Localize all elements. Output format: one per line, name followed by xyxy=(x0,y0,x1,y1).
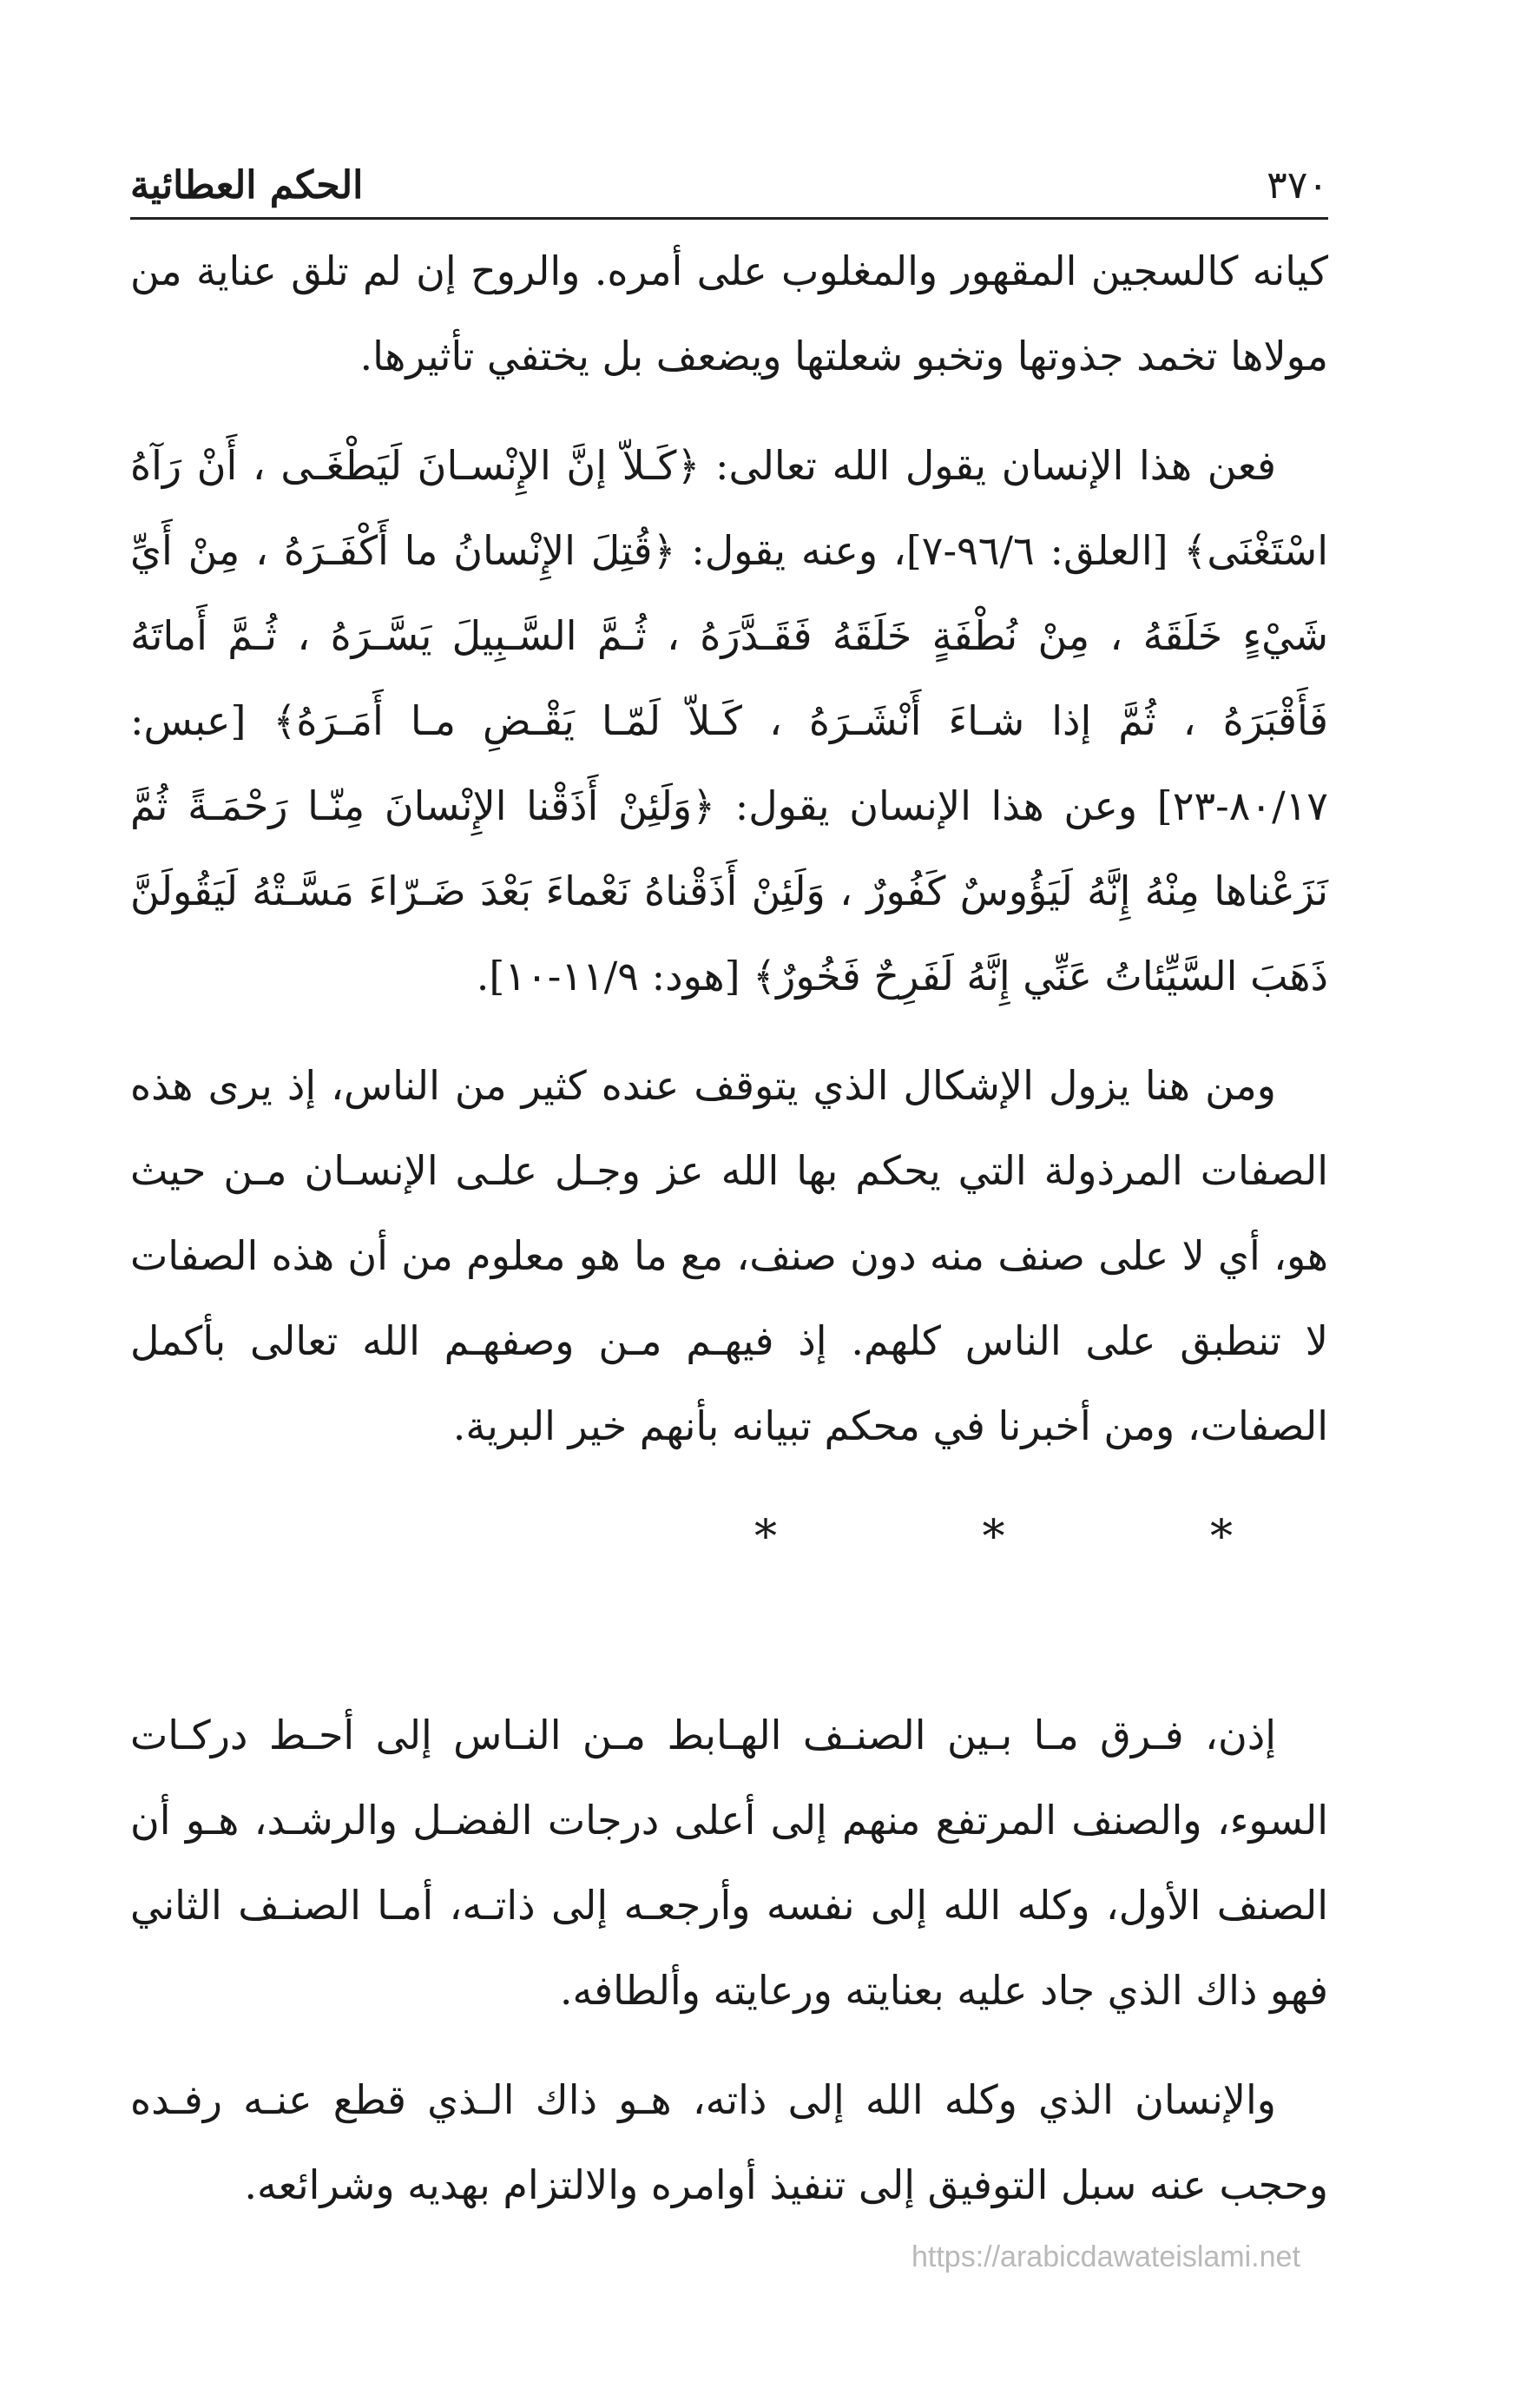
page-header xyxy=(130,156,1328,220)
watermark-url: https://arabicdawateislami.net xyxy=(911,2240,1300,2273)
paragraph-3: ومن هنا يزول الإشكال الذي يتوقف عنده كثير من الناس، إذ يرى هذه الصفات المرذولة التي يحكم بها الله عز وجـل علـى الإنسـان مـن حيث هو، أي لا على صنف منه دون صنف، مع ما هو معلوم من أن هذه الصفات لا تنطبق على الناس كلهم. إذ فيهـم مـن وصفهـم الله تعالى بأكمل الصفات، ومن أخبرنا في محكم تبيانه بأنهم خير البرية. xyxy=(130,1062,1328,1449)
paragraph-1: كيانه كالسجين المقهور والمغلوب على أمره. والروح إن لم تلق عناية من مولاها تخمد جذوتها وتخبو شعلتها ويضعف بل يختفي تأثيرها. xyxy=(130,247,1328,379)
page-number: ٣٧٠ xyxy=(1267,163,1328,208)
running-title: الحكم العطائية xyxy=(130,163,364,208)
paragraph-2: فعن هذا الإنسان يقول الله تعالى: ﴿كَـلاّ إنَّ الإِنْسـانَ لَيَطْغَـى ، أَنْ رَآهُ اسْتَغْنَى﴾ [العلق: ٩٦/٦-٧]، وعنه يقول: ﴿قُتِلَ الإِنْسانُ ما أَكْفَـرَهُ ، مِنْ أَيِّ شَيْءٍ خَلَقَهُ ، مِنْ نُطْفَةٍ خَلَقَهُ فَقَـدَّرَهُ ، ثُـمَّ السَّـبِيلَ يَسَّـرَهُ ، ثُـمَّ أَماتَهُ فَأَقْبَرَهُ ، ثُمَّ إذا شـاءَ أَنْشَـرَهُ ، كَـلاّ لَمّـا يَقْـضِ مـا أَمَـرَهُ﴾ [عبس: ٨٠/١٧-٢٣] وعن هذا الإنسان يقول: ﴿وَلَئِنْ أَذَقْنا الإِنْسانَ مِنّـا رَحْمَـةً ثُمَّ نَزَعْناها مِنْهُ إِنَّهُ لَيَؤُوسٌ كَفُورٌ ، وَلَئِنْ أَذَقْناهُ نَعْماءَ بَعْدَ ضَـرّاءَ مَسَّـتْهُ لَيَقُولَنَّ ذَهَبَ السَّيِّئاتُ عَنِّي إِنَّهُ لَفَرِحٌ فَخُورٌ﴾ [هود: ١١/٩-١٠]. xyxy=(130,442,1328,999)
paragraph-4: إذن، فـرق مـا بـين الصنـف الهـابط مـن النـاس إلى أحـط دركـات السوء، والصنف المرتفع منهم إلى أعلى درجات الفضـل والرشـد، هـو أن الصنف الأول، وكله الله إلى نفسه وأرجعـه إلى ذاتـه، أمـا الصنـف الثاني فهو ذاك الذي جاد عليه بعنايته ورعايته وألطافه. xyxy=(130,1712,1328,2014)
body-text xyxy=(130,228,1328,2227)
section-separator: * * * xyxy=(754,1511,1328,1563)
paragraph-5: والإنسان الذي وكله الله إلى ذاته، هـو ذاك الـذي قطع عنـه رفـده وحجب عنه سبل التوفيق إلى تنفيذ أوامره والالتزام بهديه وشرائعه. xyxy=(130,2076,1328,2208)
book-page xyxy=(130,156,1328,2327)
